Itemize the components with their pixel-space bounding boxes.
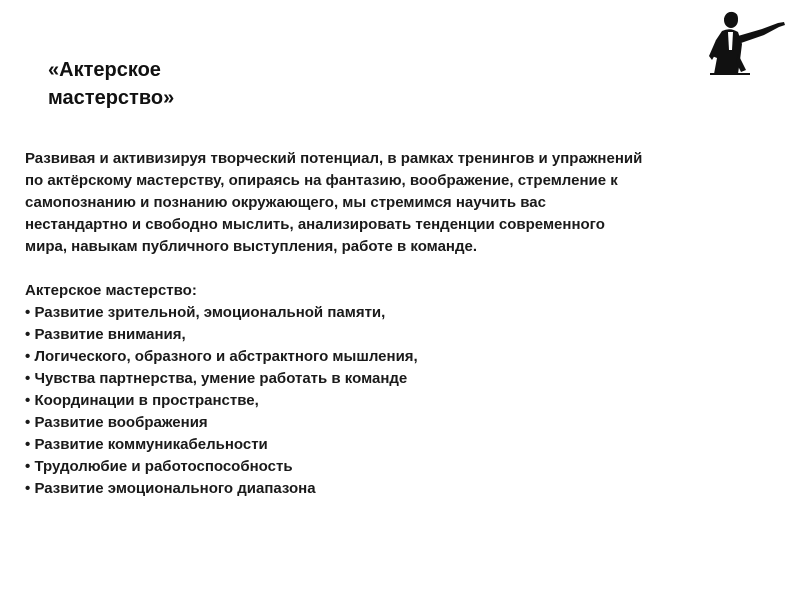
skills-list — [25, 302, 765, 500]
list-item — [25, 412, 765, 434]
list-item — [25, 324, 765, 346]
list-item — [25, 302, 765, 324]
bullet-icon: • — [25, 436, 31, 453]
intro-line: по актёрскому мастерству, опираясь на фантазию, воображение, стремление к — [25, 172, 618, 189]
list-item-text: Развитие эмоционального диапазона — [34, 480, 316, 497]
list-item-text: Координации в пространстве, — [34, 392, 259, 409]
orator-silhouette-icon — [700, 10, 790, 76]
list-item — [25, 456, 765, 478]
bullet-icon: • — [25, 304, 31, 321]
slide-title — [48, 56, 308, 112]
bullet-icon: • — [25, 480, 31, 497]
intro-paragraph — [25, 148, 765, 258]
list-item — [25, 346, 765, 368]
list-item-text: Развитие внимания, — [34, 326, 186, 343]
bullet-icon: • — [25, 370, 31, 387]
title-line-1: «Актерское — [48, 59, 161, 81]
list-item-text: Чувства партнерства, умение работать в команде — [34, 370, 408, 387]
list-item — [25, 368, 765, 390]
bullet-icon: • — [25, 348, 31, 365]
bullet-icon: • — [25, 414, 31, 431]
list-item — [25, 390, 765, 412]
intro-line: мира, навыкам публичного выступления, работе в команде. — [25, 238, 478, 255]
slide-body — [25, 148, 765, 500]
intro-line: Развивая и активизируя творческий потенциал, в рамках тренингов и упражнений — [25, 150, 643, 167]
list-item-text: Трудолюбие и работоспособность — [34, 458, 293, 475]
bullet-icon: • — [25, 326, 31, 343]
intro-line: самопознанию и познанию окружающего, мы стремимся научить вас — [25, 194, 546, 211]
list-item-text: Развитие зрительной, эмоциональной памяти, — [34, 304, 386, 321]
list-item-text: Логического, образного и абстрактного мышления, — [34, 348, 418, 365]
list-item — [25, 478, 765, 500]
skills-heading: Актерское мастерство: — [25, 282, 197, 299]
list-item-text: Развитие воображения — [34, 414, 208, 431]
list-item — [25, 434, 765, 456]
list-item-text: Развитие коммуникабельности — [34, 436, 268, 453]
bullet-icon: • — [25, 458, 31, 475]
intro-line: нестандартно и свободно мыслить, анализировать тенденции современного — [25, 216, 605, 233]
title-line-2: мастерство» — [48, 87, 175, 109]
bullet-icon: • — [25, 392, 31, 409]
